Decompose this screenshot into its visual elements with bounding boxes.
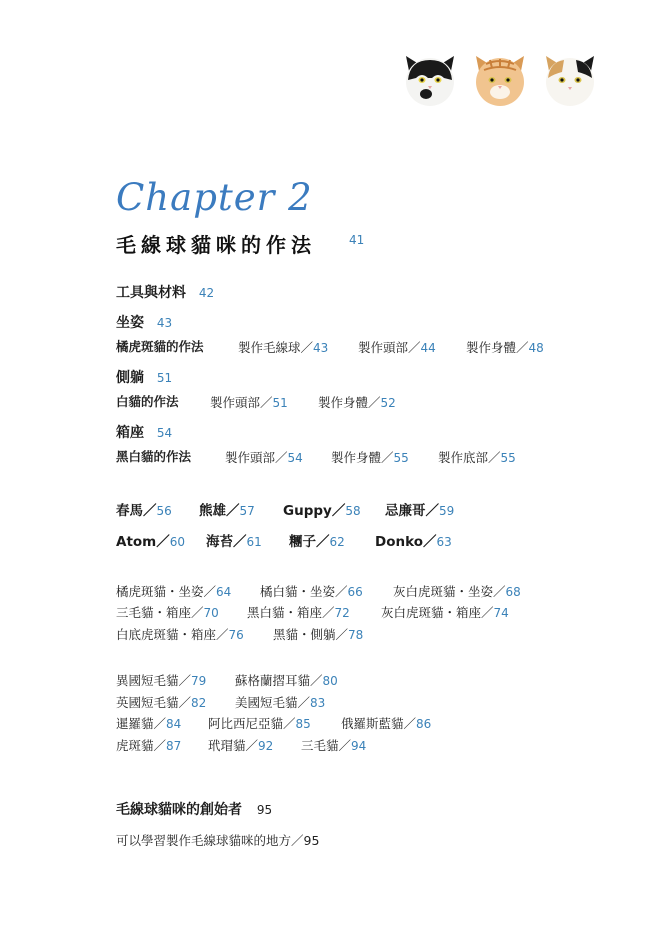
toc-entry-places[interactable]: 可以學習製作毛線球貓咪的地方／95 [116, 833, 320, 848]
toc-page: 42 [198, 286, 215, 300]
toc-label: 箱座 [116, 425, 144, 441]
toc-step[interactable]: 製作毛線球／43 [238, 340, 329, 355]
toc-label: 側躺 [116, 370, 144, 386]
toc-entry-pose[interactable]: 橘虎斑貓・坐姿／64 [116, 584, 232, 599]
toc-entry-pose[interactable]: 黑白貓・箱座／72 [247, 605, 350, 620]
toc-entry-named-cat[interactable]: 春馬／56 [116, 503, 172, 519]
toc-label: 坐姿 [116, 315, 144, 331]
toc-entry-named-cat[interactable]: 忌廉哥／59 [385, 503, 455, 519]
toc-entry-creator[interactable] [116, 799, 272, 819]
toc-page: 51 [156, 371, 173, 385]
chapter-page-number: 41 [349, 233, 365, 247]
chapter-title: 毛線球貓咪的作法 [116, 233, 316, 257]
toc-entry-breed[interactable]: 異國短毛貓／79 [116, 673, 207, 688]
toc-step[interactable]: 製作身體／48 [466, 340, 544, 355]
toc-entry-breed[interactable]: 三毛貓／94 [301, 738, 367, 753]
toc-step[interactable]: 製作頭部／44 [358, 340, 436, 355]
toc-entry-named-cat[interactable]: 熊雄／57 [199, 503, 255, 519]
toc-entry-box-sitting[interactable] [116, 422, 172, 442]
toc-entry-breed[interactable]: 虎斑貓／87 [116, 738, 182, 753]
orange-tabby-cat-head-icon [470, 50, 530, 110]
toc-page: 95 [256, 803, 273, 817]
toc-entry-named-cat[interactable]: 海苔／61 [206, 534, 262, 550]
toc-entry-breed[interactable]: 蘇格蘭摺耳貓／80 [235, 673, 338, 688]
toc-entry-named-cat[interactable]: Donko／63 [375, 534, 452, 550]
toc-entry-tools[interactable] [116, 282, 214, 302]
toc-step[interactable]: 製作底部／55 [438, 450, 516, 465]
toc-label: 毛線球貓咪的創始者 [116, 802, 242, 818]
toc-page: 43 [156, 316, 173, 330]
toc-step[interactable]: 製作身體／52 [318, 395, 396, 410]
toc-entry-named-cat[interactable]: 糰子／62 [289, 534, 345, 550]
toc-entry-lying[interactable] [116, 367, 172, 387]
toc-entry-named-cat[interactable]: Guppy／58 [283, 503, 361, 519]
calico-cat-head-icon [540, 50, 600, 110]
toc-step[interactable]: 製作頭部／51 [210, 395, 288, 410]
toc-entry-named-cat[interactable]: Atom／60 [116, 534, 186, 550]
lying-method[interactable]: 白貓的作法 [116, 394, 179, 409]
toc-entry-breed[interactable]: 阿比西尼亞貓／85 [208, 716, 311, 731]
toc-entry-pose[interactable]: 三毛貓・箱座／70 [116, 605, 219, 620]
toc-entry-breed[interactable]: 玳瑁貓／92 [208, 738, 274, 753]
toc-entry-breed[interactable]: 俄羅斯藍貓／86 [341, 716, 432, 731]
toc-step[interactable]: 製作頭部／54 [225, 450, 303, 465]
toc-entry-pose[interactable]: 橘白貓・坐姿／66 [260, 584, 363, 599]
toc-entry-pose[interactable]: 灰白虎斑貓・箱座／74 [381, 605, 509, 620]
toc-page: 54 [156, 426, 173, 440]
toc-label: 工具與材料 [116, 285, 186, 301]
toc-entry-pose[interactable]: 黑貓・側躺／78 [273, 627, 364, 642]
toc-entry-breed[interactable]: 暹羅貓／84 [116, 716, 182, 731]
boxsit-method[interactable]: 黑白貓的作法 [116, 449, 192, 464]
chapter-script-heading: Chapter 2 [116, 176, 313, 219]
toc-entry-pose[interactable]: 灰白虎斑貓・坐姿／68 [393, 584, 521, 599]
black-white-cat-head-icon [400, 50, 460, 110]
sitting-method[interactable]: 橘虎斑貓的作法 [116, 339, 204, 354]
toc-entry-breed[interactable]: 英國短毛貓／82 [116, 695, 207, 710]
toc-step[interactable]: 製作身體／55 [331, 450, 409, 465]
toc-entry-breed[interactable]: 美國短毛貓／83 [235, 695, 326, 710]
toc-entry-pose[interactable]: 白底虎斑貓・箱座／76 [116, 627, 244, 642]
toc-entry-sitting[interactable] [116, 312, 172, 332]
